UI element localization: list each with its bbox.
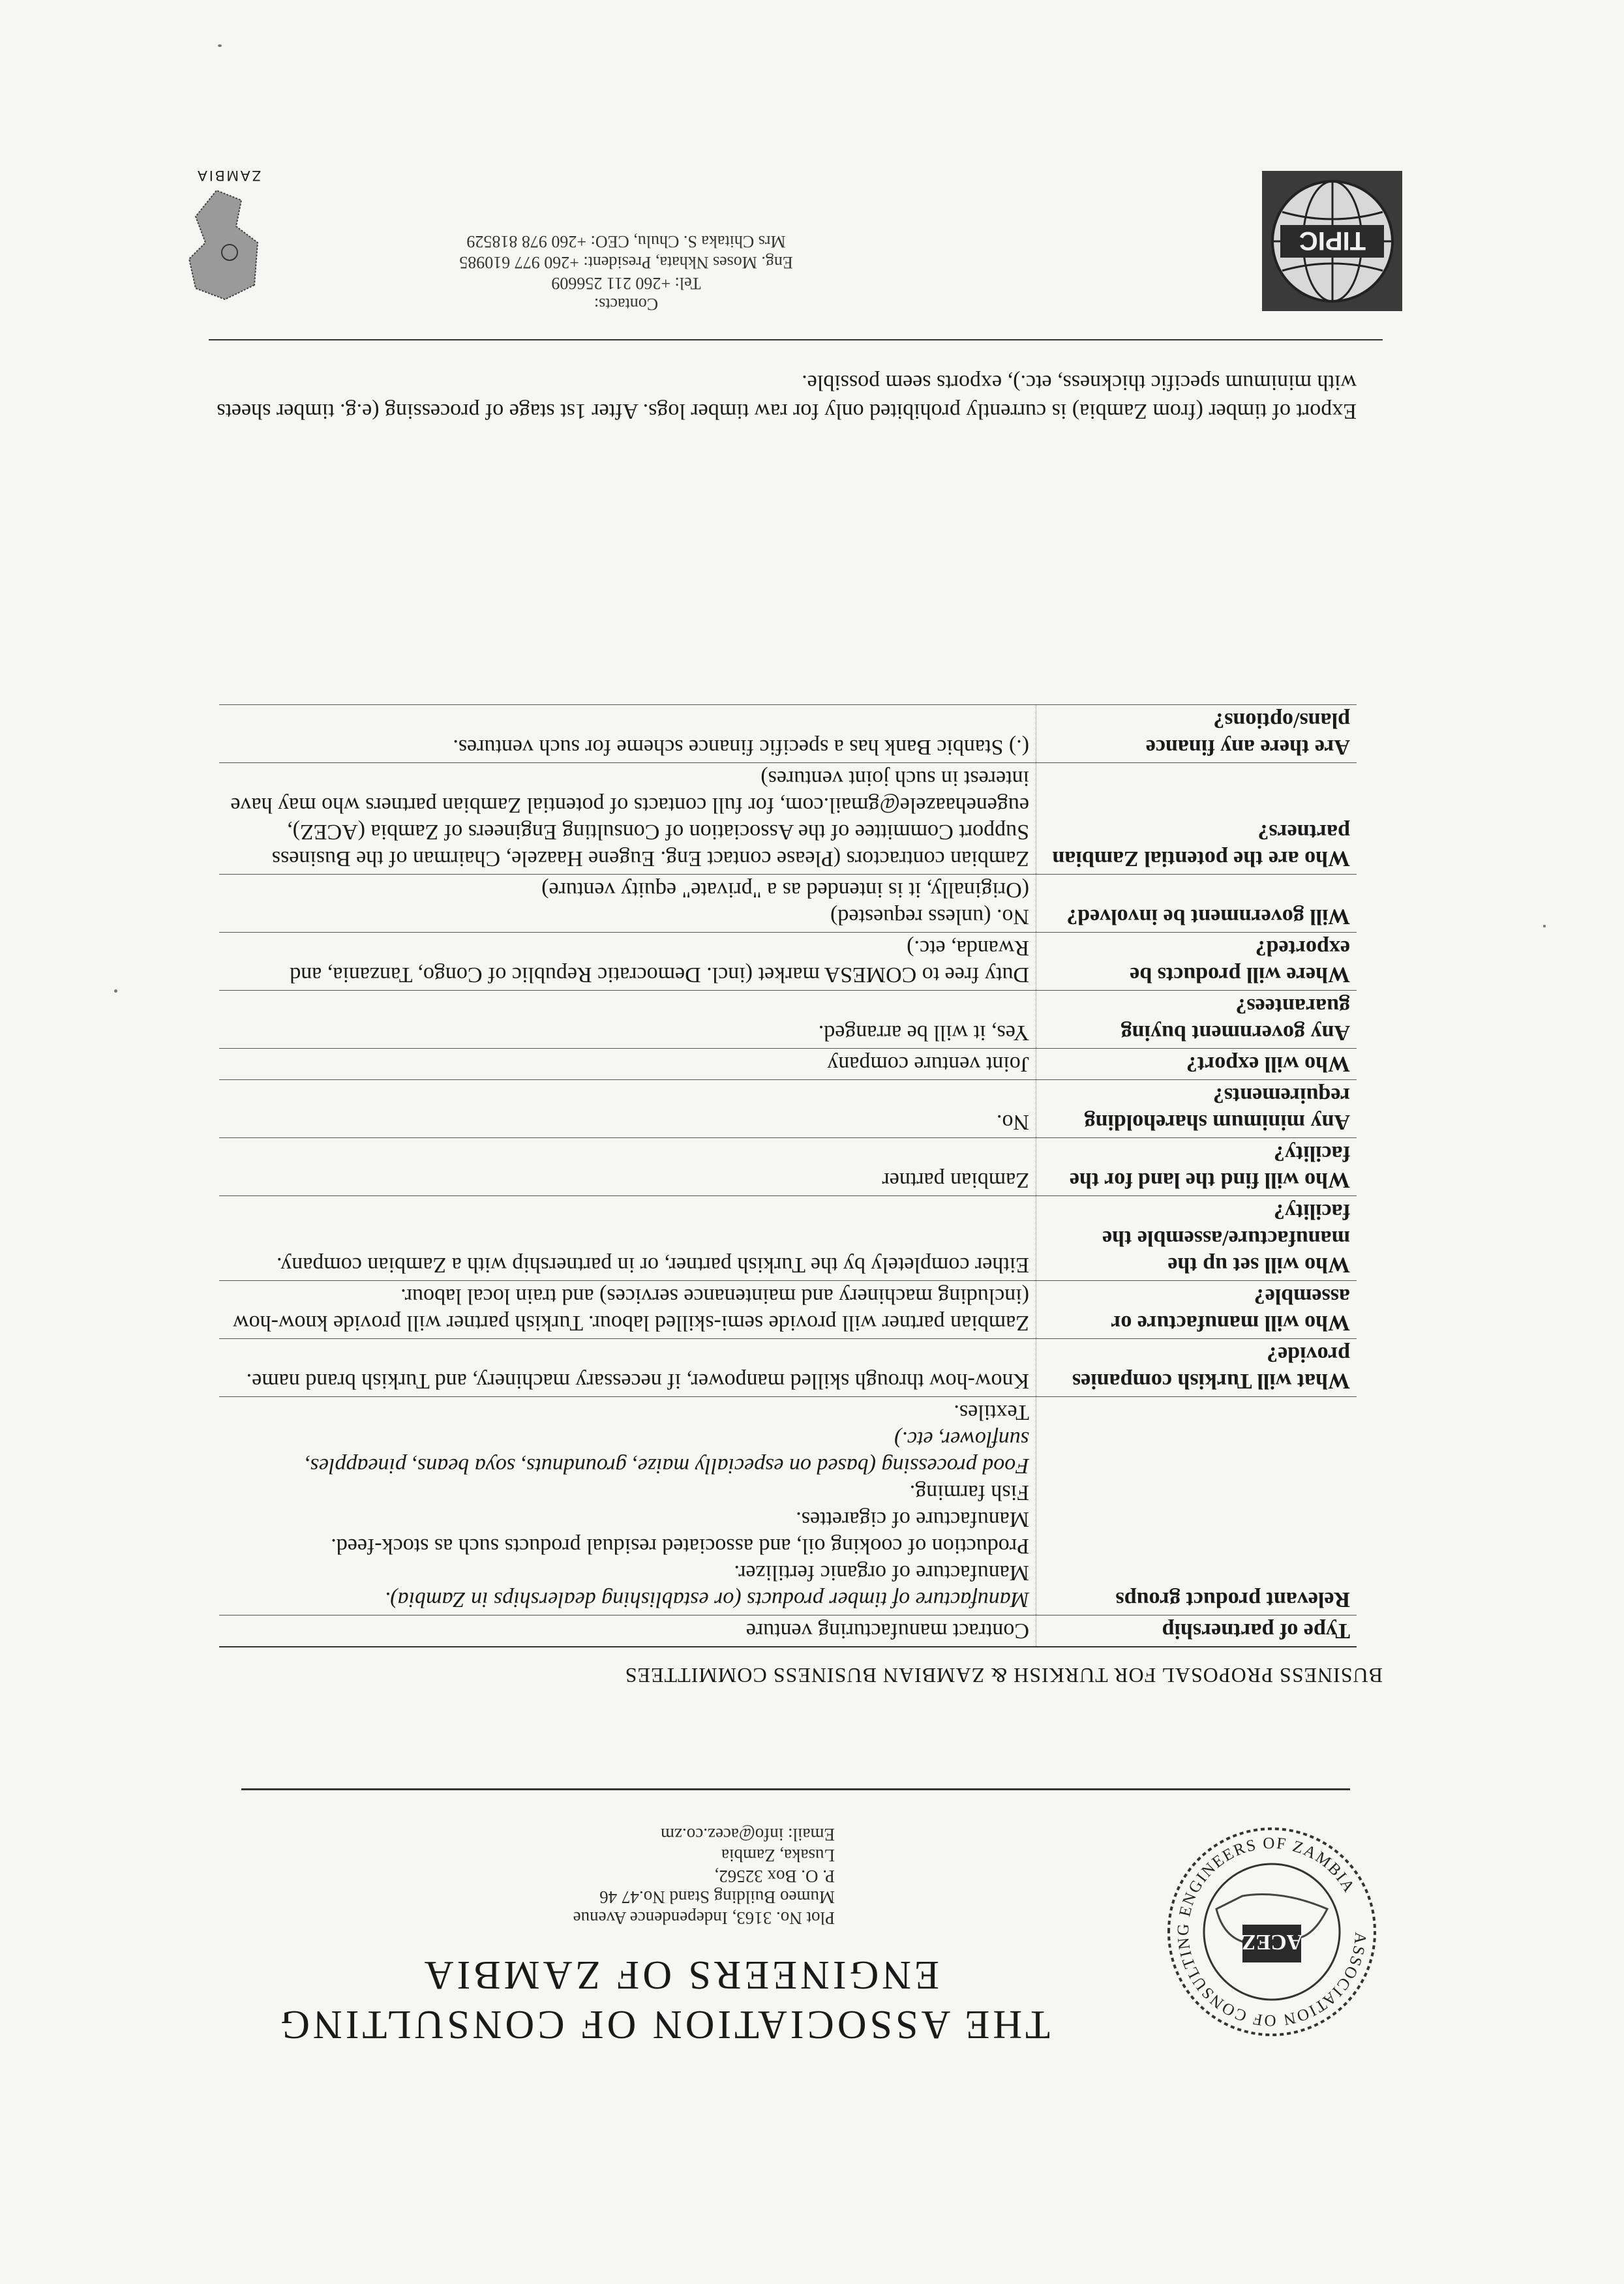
answer-text: (.) Stanbic Bank has a specific finance scheme for such ventures. <box>453 735 1030 759</box>
table-row <box>219 1138 1357 1196</box>
table-row <box>219 1281 1357 1339</box>
logo-text: TIPIC <box>1299 226 1366 255</box>
question-cell: What will Turkish companies provide? <box>1036 1339 1357 1397</box>
answer-text: Duty free to COMESA market (incl. Democratic Republic of Congo, Tanzania, and Rwanda, etc.) <box>290 936 1030 987</box>
question-cell: Who will set up the manufacture/assemble the facility? <box>1036 1196 1357 1281</box>
scan-speck <box>218 44 222 47</box>
answer-cell <box>219 1397 1036 1615</box>
answer-text: Yes, it will be arranged. <box>818 1021 1030 1045</box>
contact-line: Tel: +260 211 256609 <box>551 274 701 293</box>
question-cell: Who will manufacture or assemble? <box>1036 1281 1357 1339</box>
answer-cell <box>219 1049 1036 1080</box>
table-row <box>219 1339 1357 1397</box>
answer-text: Zambian contractors (Please contact Eng. Eugene Haazele, Chairman of the Business Support Committee of the Association of Consulting Engineers of Zambia (ACEZ), eugenehaazele@gmail.com, for full contacts of potential Zambian partners who may have interest in such joint ventures) <box>230 766 1030 871</box>
answer-cell <box>219 1339 1036 1397</box>
table-row <box>219 991 1357 1049</box>
email-line: Email: info@acez.co.zm <box>661 1825 835 1844</box>
seal-center-text: ACEZ <box>1241 1930 1303 1954</box>
answer-text: Zambian partner will provide semi-skilled labour. Turkish partner will provide know-how (including machinery and maintenance services) and train local labour. <box>233 1284 1030 1335</box>
answer-text: Manufacture of organic fertilizer. <box>734 1561 1030 1585</box>
question-cell: Who will find the land for the facility? <box>1036 1138 1357 1196</box>
question-cell: Any minimum shareholding requirements? <box>1036 1080 1357 1138</box>
address-line: Mumeo Building Stand No.47 46 <box>599 1887 835 1907</box>
answer-cell <box>219 763 1036 875</box>
answer-text: Joint venture company <box>827 1052 1030 1076</box>
map-label: ZAMBIA <box>196 168 261 184</box>
question-cell: Are there any finance plans/options? <box>1036 705 1357 763</box>
answer-text: Production of cooking oil, and associated residual products such as stock-feed. <box>331 1534 1030 1558</box>
proposal-table <box>219 704 1357 1647</box>
zambia-map-icon <box>183 184 267 305</box>
question-cell: Any government buying guarantees? <box>1036 991 1357 1049</box>
contact-line: Mrs Chitaka S. Chulu, CEO: +260 978 818529 <box>466 232 786 251</box>
address-line: Plot No. 3163, Independence Avenue <box>573 1908 835 1928</box>
scan-speck <box>1543 925 1546 927</box>
question-cell: Where will products be exported? <box>1036 933 1357 991</box>
table-row <box>219 1080 1357 1138</box>
question-cell: Type of partnership <box>1036 1615 1357 1647</box>
question-cell: Will government be involved? <box>1036 875 1357 933</box>
answer-text: Either completely by the Turkish partner, or in partnership with a Zambian company. <box>276 1253 1030 1277</box>
table-row <box>219 933 1357 991</box>
scan-speck <box>114 989 117 993</box>
answer-cell <box>219 991 1036 1049</box>
answer-text: Manufacture of timber products (or establishing dealerships in Zambia). <box>384 1587 1030 1612</box>
answer-text: Manufacture of cigarettes. <box>796 1507 1030 1531</box>
footer-divider <box>209 339 1383 340</box>
answer-text: Contract manufacturing venture <box>745 1619 1030 1643</box>
table-row <box>219 705 1357 763</box>
table-row <box>219 1615 1357 1647</box>
answer-cell <box>219 705 1036 763</box>
answer-cell <box>219 1281 1036 1339</box>
org-name-line1: THE ASSOCIATION OF CONSULTING <box>277 2002 1050 2047</box>
answer-cell <box>219 1138 1036 1196</box>
table-row <box>219 763 1357 875</box>
org-name-line2: ENGINEERS OF ZAMBIA <box>421 1953 939 1997</box>
address-line: P. O. Box 32562, <box>714 1867 835 1886</box>
proposal-title: BUSINESS PROPOSAL FOR TURKISH & ZAMBIAN BUSINESS COMMITTEES <box>624 1664 1383 1687</box>
contact-line: Eng. Moses Nkhata, President: +260 977 610985 <box>459 253 793 272</box>
table-row <box>219 1049 1357 1080</box>
answer-text: No. (unless requested) <box>830 905 1030 929</box>
table-row <box>219 875 1357 933</box>
organization-name <box>137 1950 1050 2049</box>
address-line: Lusaka, Zambia <box>721 1846 835 1865</box>
answer-text: Zambian partner <box>882 1168 1030 1192</box>
answer-text: (Originally, it is intended as a "private" equity venture) <box>541 878 1030 902</box>
answer-cell <box>219 933 1036 991</box>
answer-text: Fish farming. <box>909 1480 1030 1505</box>
answer-text: Textiles. <box>954 1400 1030 1424</box>
answer-text: Food processing (based on especially maize, groundnuts, soya beans, pineapples, sunflower, etc.) <box>305 1427 1030 1478</box>
header-divider <box>241 1788 1350 1790</box>
question-cell: Who are the potential Zambian partners? <box>1036 763 1357 875</box>
seal-ring-text: ASSOCIATION OF CONSULTING ENGINEERS OF ZAMBIA <box>1174 1834 1370 2030</box>
letterhead-address <box>573 1824 835 1929</box>
tipic-globe-logo <box>1262 171 1402 311</box>
table-row <box>219 1196 1357 1281</box>
answer-cell <box>219 875 1036 933</box>
table-row <box>219 1397 1357 1615</box>
answer-text: No. <box>996 1110 1030 1134</box>
contacts-block <box>333 231 920 314</box>
answer-cell <box>219 1080 1036 1138</box>
timber-export-note: Export of timber (from Zambia) is currently prohibited only for raw timber logs. After 1st stage of processing (e.g. timber sheets with minimum specific thickness, etc.), exports seem possible. <box>217 370 1357 423</box>
answer-cell <box>219 1196 1036 1281</box>
question-cell: Relevant product groups <box>1036 1397 1357 1615</box>
question-cell: Who will export? <box>1036 1049 1357 1080</box>
contacts-title: Contacts: <box>594 295 659 314</box>
answer-text: Know-how through skilled manpower, if necessary machinery, and Turkish brand name. <box>246 1369 1030 1393</box>
answer-cell <box>219 1615 1036 1647</box>
acez-seal-logo <box>1164 1824 1379 2039</box>
